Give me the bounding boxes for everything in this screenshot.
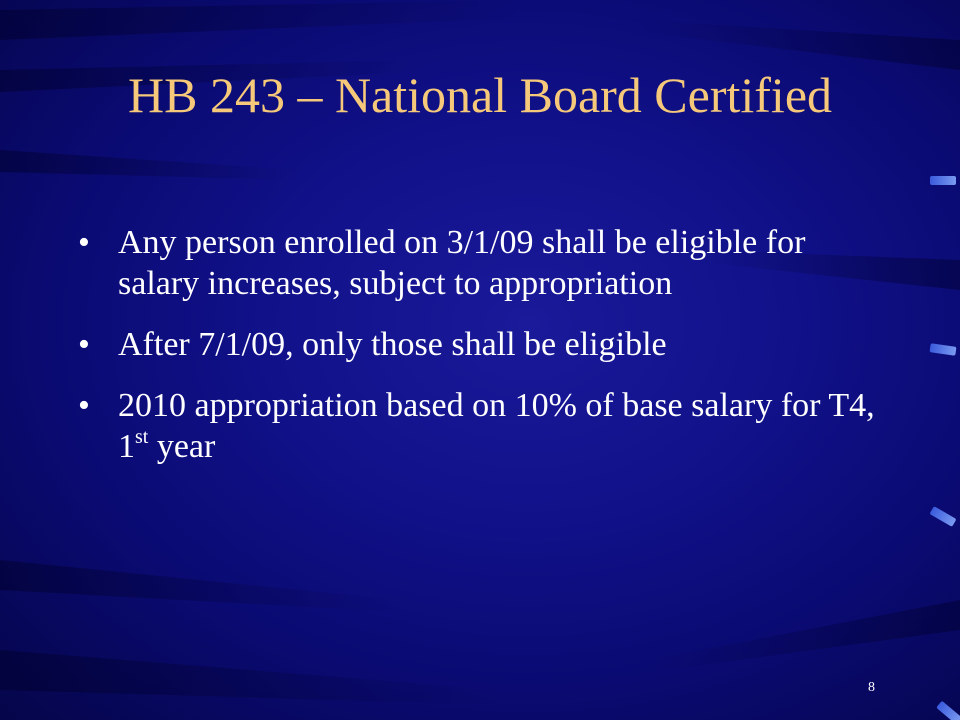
bullet-icon: • xyxy=(78,224,90,261)
bullet-text-end: year xyxy=(148,428,216,465)
bullet-icon: • xyxy=(78,387,90,424)
bullet-icon: • xyxy=(78,326,90,363)
bullet-list xyxy=(78,222,878,487)
bullet-item xyxy=(78,385,878,467)
slide-title: HB 243 – National Board Certified xyxy=(127,67,833,123)
ordinal-superscript: st xyxy=(135,426,149,448)
decorative-tick-1 xyxy=(930,176,956,185)
page-number: 8 xyxy=(868,680,875,695)
bullet-text-main: 2010 appropriation based on 10% of base salary for T4, 1 xyxy=(118,387,875,465)
bullet-item xyxy=(78,222,878,304)
bullet-text xyxy=(118,387,875,465)
bullet-item xyxy=(78,324,878,365)
bullet-text: After 7/1/09, only those shall be eligible xyxy=(118,326,667,363)
bullet-text: Any person enrolled on 3/1/09 shall be eligible for salary increases, subject to appropriation xyxy=(118,224,806,302)
